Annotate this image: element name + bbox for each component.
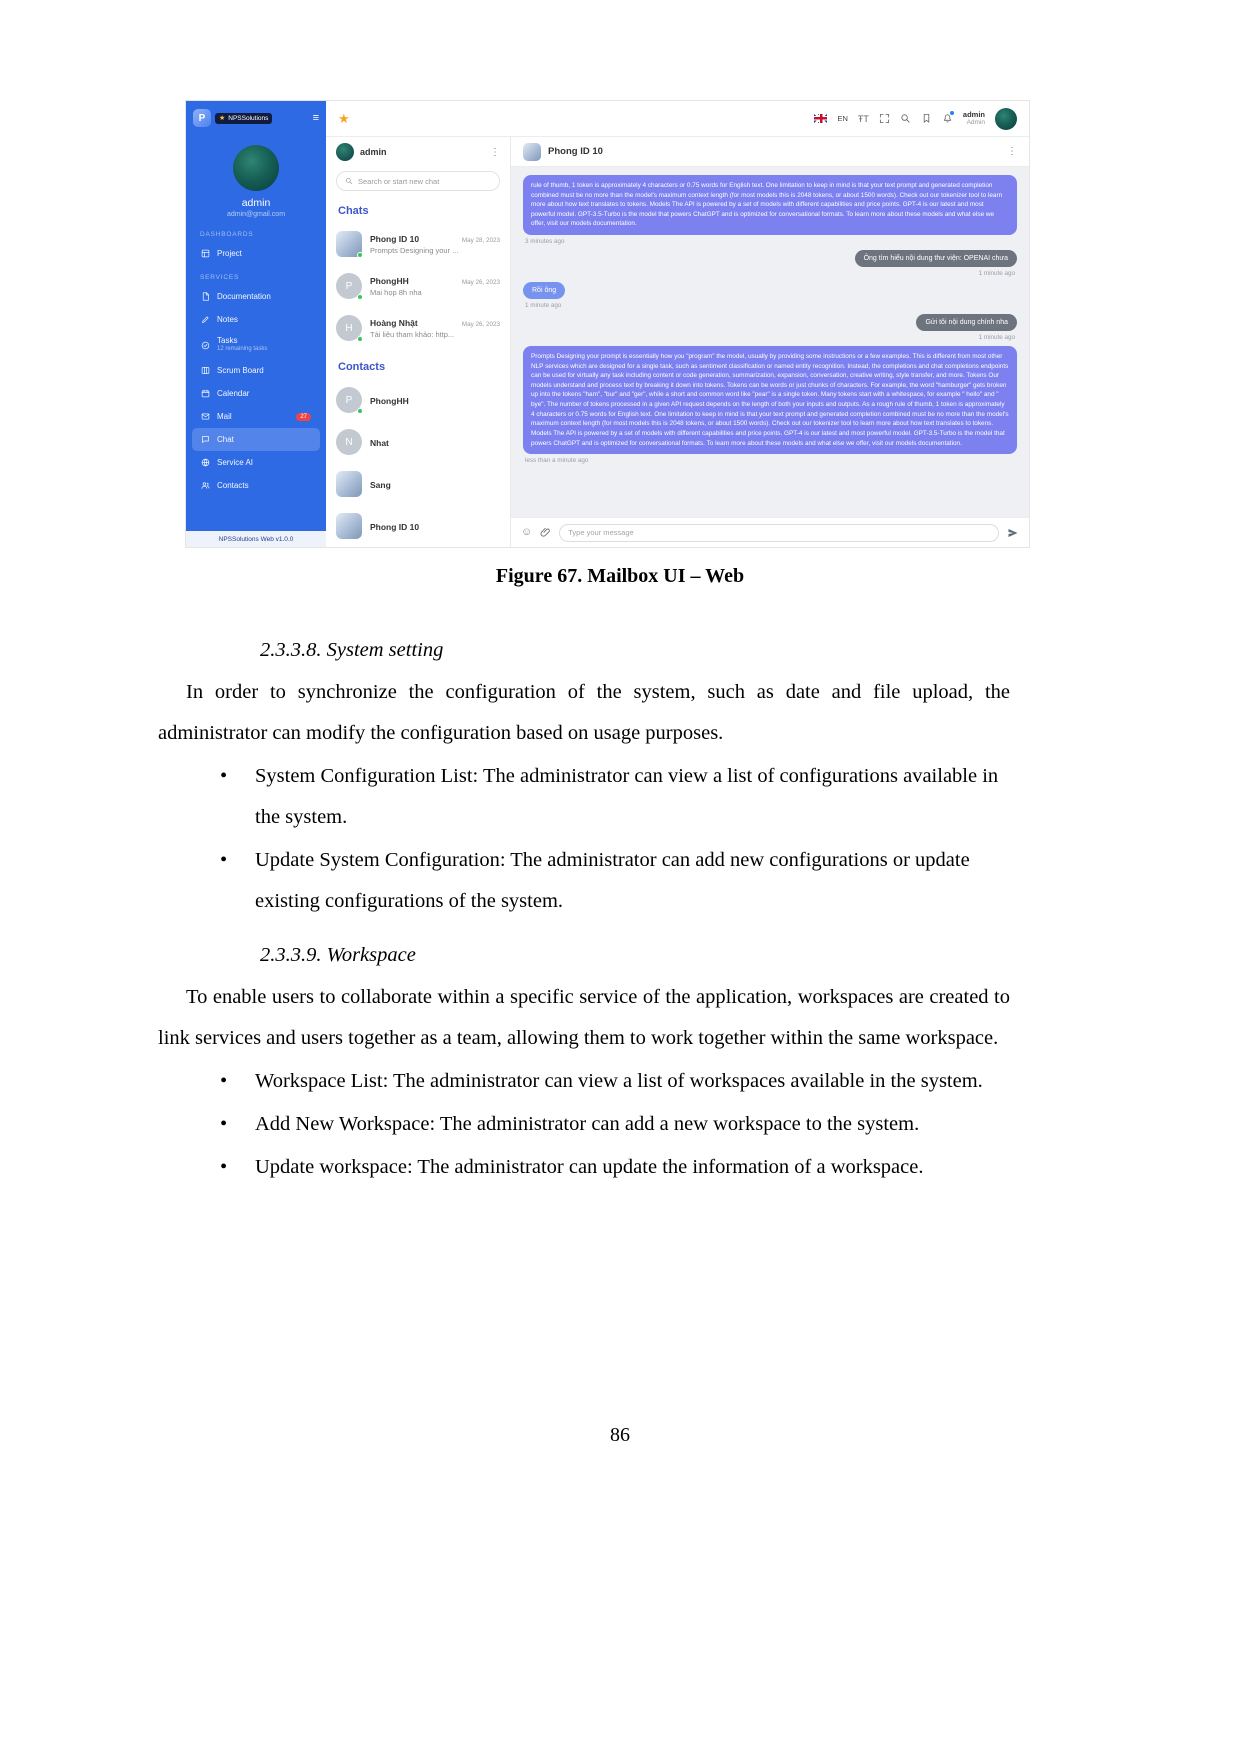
sidebar-item-label: Contacts — [217, 481, 249, 490]
chat-bubble-icon — [201, 435, 210, 444]
list-item — [158, 1104, 1010, 1145]
chat-preview: Mai họp 8h nha — [370, 287, 422, 297]
app-main — [326, 101, 1029, 547]
chat-name: Phong ID 10 — [370, 233, 420, 244]
contact-row[interactable] — [326, 421, 510, 463]
section-paragraph: To enable users to collaborate within a specific service of the application, workspaces are created to link services and users together as a team, allowing them to work together within the same workspace. — [158, 986, 1010, 1049]
chat-date: May 26, 2023 — [461, 320, 500, 328]
notifications-button[interactable] — [942, 113, 953, 124]
chat-message: rule of thumb, 1 token is approximately 4 characters or 0.75 words for English text. One limitation to keep in mind is that your text prompt and generated completion combined must be no more than the model's maximum context length (for most models this is 2048 tokens, or about 1500 words). Check out our tokenizer tool to learn more about how text translates to tokens. Models The API is powered by a set of models with different capabilities and price points. GPT-4 is our latest and most powerful model. GPT-3.5-Turbo is the model that powers ChatGPT and is optimized for conversational formats. To learn more about these models and what else we offer, visit our models documentation. — [523, 175, 1017, 235]
message-timestamp: 1 minute ago — [525, 302, 562, 310]
topbar-user-block — [963, 110, 985, 127]
sidebar-item-label: Tasks — [217, 336, 238, 346]
sidebar-item-label: Project — [217, 249, 242, 258]
contact-avatar — [336, 471, 362, 497]
user-email: admin@gmail.com — [226, 211, 286, 218]
contact-name: Sang — [370, 480, 391, 490]
sidebar-item-label: Calendar — [217, 389, 250, 398]
hamburger-menu-icon[interactable]: ≡ — [312, 111, 319, 124]
avatar-initial: N — [345, 436, 353, 448]
chat-date: May 26, 2023 — [461, 278, 500, 286]
list-item — [158, 756, 1010, 838]
sidebar-item-label: Service AI — [217, 458, 254, 467]
sidebar-item-label: Mail — [217, 412, 232, 421]
message-timestamp: 3 minutes ago — [525, 238, 565, 246]
language-label[interactable]: EN — [837, 114, 848, 123]
section-label-services: SERVICES — [200, 274, 240, 281]
chats-section-title: Chats — [338, 205, 369, 217]
online-indicator — [357, 294, 363, 300]
chat-row[interactable] — [326, 223, 510, 265]
sidebar-item-documentation[interactable] — [192, 285, 320, 308]
list-item — [158, 1147, 1010, 1188]
contact-avatar — [336, 429, 362, 455]
sidebar-item-notes[interactable] — [192, 308, 320, 331]
font-size-icon[interactable]: ŦT — [857, 113, 869, 124]
contacts-section-title: Contacts — [338, 361, 386, 373]
more-options-icon[interactable]: ⋮ — [490, 146, 500, 158]
calendar-icon — [201, 389, 210, 398]
message-input[interactable] — [559, 524, 999, 542]
star-icon: ★ — [219, 114, 226, 122]
chat-preview: Tài liệu tham khảo: http... — [370, 329, 455, 339]
topbar-avatar[interactable] — [995, 108, 1017, 130]
message-input-bar — [511, 517, 1029, 547]
chat-list-user-name: admin — [360, 147, 387, 157]
online-indicator — [357, 252, 363, 258]
notification-dot — [950, 111, 954, 115]
tasks-remaining-label: 12 remaining tasks — [217, 346, 268, 353]
people-icon — [201, 481, 210, 490]
online-indicator — [357, 408, 363, 414]
chat-message: Gửi tôi nội dung chính nha — [916, 314, 1017, 331]
sidebar-header — [186, 101, 326, 135]
pencil-icon — [201, 315, 210, 324]
chat-search-input[interactable] — [358, 177, 491, 186]
app-version-footer: NPSSolutions Web v1.0.0 — [186, 531, 326, 547]
figure-screenshot — [185, 100, 1030, 548]
chat-row-partial[interactable] — [326, 505, 510, 547]
bullet-text: Update System Configuration: The administrator can add new configurations or update existing configurations of the system. — [255, 849, 970, 912]
list-item — [158, 1061, 1010, 1102]
conversation-panel — [511, 137, 1029, 547]
group-avatar — [336, 513, 362, 539]
board-icon — [201, 366, 210, 375]
contact-avatar — [336, 387, 362, 413]
list-item — [158, 840, 1010, 922]
contact-avatar — [336, 315, 362, 341]
chat-row[interactable] — [326, 307, 510, 349]
contact-row[interactable] — [326, 379, 510, 421]
bullet-text: System Configuration List: The administrator can view a list of configurations available in the system. — [255, 765, 999, 828]
contact-row[interactable] — [326, 463, 510, 505]
chat-content — [326, 137, 1029, 547]
contact-avatar — [336, 273, 362, 299]
mail-icon — [201, 412, 210, 421]
project-icon — [201, 249, 210, 258]
chat-list-panel — [326, 137, 511, 547]
message-timestamp: less than a minute ago — [525, 457, 589, 465]
user-avatar — [336, 143, 354, 161]
sidebar-item-label: Scrum Board — [217, 366, 264, 375]
app-logo: P — [193, 109, 211, 127]
conversation-menu-icon[interactable]: ⋮ — [1007, 146, 1017, 157]
section-heading: 2.3.3.8. System setting — [260, 639, 444, 661]
chat-name: Phong ID 10 — [370, 522, 420, 532]
check-circle-icon — [201, 341, 210, 350]
sidebar-item-chat[interactable] — [192, 428, 320, 451]
mail-badge: 27 — [296, 413, 311, 421]
sidebar-item-mail[interactable] — [192, 405, 320, 428]
topbar-actions — [814, 108, 1017, 130]
document-body — [158, 630, 1010, 1188]
bullet-list — [158, 1061, 1010, 1188]
sidebar-item-project[interactable] — [192, 242, 320, 265]
send-icon[interactable] — [1007, 527, 1019, 539]
app-topbar — [326, 101, 1029, 137]
topbar-user-name: admin — [962, 110, 985, 120]
figure-caption: Figure 67. Mailbox UI – Web — [495, 565, 745, 587]
attachment-icon[interactable] — [540, 527, 551, 538]
group-avatar — [523, 143, 541, 161]
app-sidebar — [186, 101, 326, 547]
sidebar-user-block — [186, 135, 326, 222]
sidebar-item-service-ai[interactable] — [192, 451, 320, 474]
favorite-star-icon[interactable]: ★ — [338, 110, 350, 126]
page-number: 86 — [610, 1424, 630, 1446]
emoji-icon[interactable]: ☺ — [521, 526, 533, 538]
chat-date: May 28, 2023 — [461, 236, 500, 244]
chat-name: PhongHH — [370, 275, 409, 286]
topbar-user-role: Admin — [966, 119, 985, 127]
language-flag-icon[interactable] — [814, 114, 827, 123]
sidebar-item-label: Notes — [217, 315, 238, 324]
brand-name: NPSSolutions — [228, 114, 269, 122]
chat-message: Prompts Designing your prompt is essentially how you "program" the model, usually by providing some instructions or a few examples. This is different from most other NLP services which are designed for a single task, such as sentiment classification or named entity recognition. Instead, the completions and chat completions endpoints can be used for virtually any task including content or code generation, summarization, expansion, conversation, creative writing, style transfer, and more. Tokens Our models understand and process text by breaking it down into tokens. Tokens can be words or just chunks of characters. For example, the word "hamburger" gets broken up into the tokens "ham", "bur" and "ger", while a short and common word like "pear" is a single token. Many tokens start with a whitespace, for example " hello" and " bye". The number of tokens processed in a given API request depends on the length of both your inputs and outputs. As a rough rule of thumb, 1 token is approximately 4 characters or 0.75 words for English text. One limitation to keep in mind is that your text prompt and generated completion combined must be no more than the model's maximum context length (for most models this is 2048 tokens, or about 1500 words). Check out our tokenizer tool to learn more about how text translates to tokens. Models The API is powered by a set of models with different capabilities and price points. GPT-4 is our latest and most powerful model. GPT-3.5-Turbo is the model that powers ChatGPT and is optimized for conversational formats. To learn more about these models and what else we offer, visit our models documentation. — [523, 346, 1017, 454]
sidebar-item-calendar[interactable] — [192, 382, 320, 405]
bookmark-icon[interactable] — [921, 113, 932, 124]
chat-message: Ông tìm hiểu nội dung thư viện: OPENAI chưa — [855, 250, 1017, 267]
chat-preview: Prompts Designing your ... — [370, 245, 459, 255]
conversation-header — [511, 137, 1029, 167]
user-avatar[interactable] — [233, 145, 279, 191]
bullet-text: Add New Workspace: The administrator can add a new workspace to the system. — [255, 1113, 920, 1135]
chat-search-box — [336, 171, 500, 191]
message-timestamp: 1 minute ago — [978, 270, 1015, 278]
bullet-text: Update workspace: The administrator can update the information of a workspace. — [255, 1156, 924, 1178]
sidebar-item-contacts[interactable] — [192, 474, 320, 497]
search-icon[interactable] — [900, 113, 911, 124]
sidebar-item-scrum-board[interactable] — [192, 359, 320, 382]
message-timestamp: 1 minute ago — [978, 334, 1015, 342]
user-name: admin — [241, 197, 271, 209]
section-paragraph: In order to synchronize the configuration of the system, such as date and file upload, the administrator can modify the configuration based on usage purposes. — [158, 681, 1010, 744]
fullscreen-icon[interactable] — [879, 113, 890, 124]
sidebar-item-label: Chat — [217, 435, 234, 444]
brand-badge — [215, 113, 272, 124]
bullet-text: Workspace List: The administrator can view a list of workspaces available in the system. — [255, 1070, 983, 1092]
section-label-dashboards: DASHBOARDS — [200, 231, 254, 238]
chat-row[interactable] — [326, 265, 510, 307]
chat-list-header — [326, 137, 510, 167]
contact-name: PhongHH — [370, 396, 409, 406]
sidebar-item-label: Documentation — [217, 292, 271, 301]
file-icon — [201, 292, 210, 301]
section-heading: 2.3.3.9. Workspace — [260, 944, 416, 966]
avatar-initial: H — [345, 322, 353, 334]
globe-icon — [201, 458, 210, 467]
group-avatar — [336, 231, 362, 257]
conversation-title: Phong ID 10 — [548, 146, 603, 157]
message-list — [511, 167, 1029, 517]
contact-name: Nhat — [370, 438, 389, 448]
search-icon — [345, 177, 353, 185]
online-indicator — [357, 336, 363, 342]
bullet-list — [158, 756, 1010, 922]
sidebar-item-tasks[interactable] — [192, 331, 320, 359]
chat-name: Hoàng Nhật — [370, 317, 418, 328]
chat-message: Rồi ông — [523, 282, 565, 299]
avatar-initial: P — [345, 394, 353, 406]
avatar-initial: P — [345, 280, 353, 292]
